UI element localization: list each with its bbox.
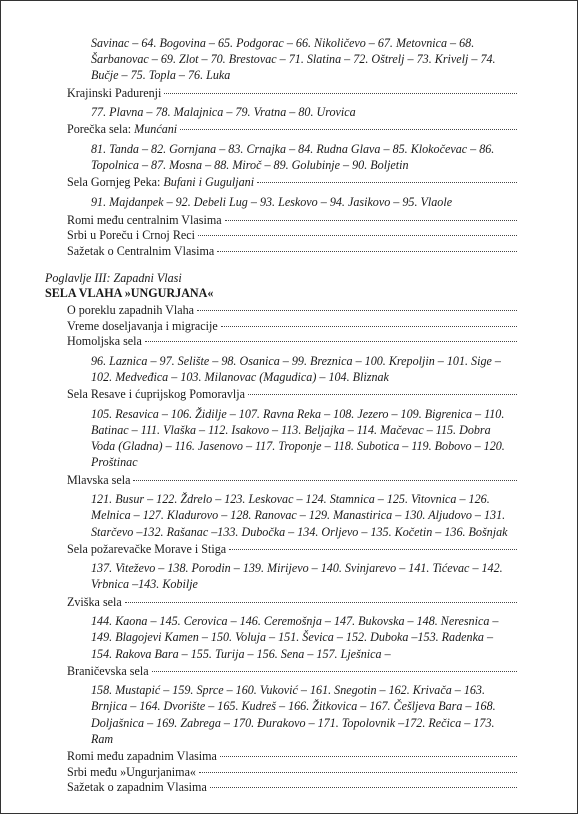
chapter-label: Poglavlje III: Zapadni Vlasi [45,271,182,286]
village-list: 91. Majdanpek – 92. Debeli Lug – 93. Leskovo – 94. Jasikovo – 95. Vlaole [91,194,453,209]
dot-leader [248,392,517,395]
chapter-title: SELA VLAHA »UNGURJANA« [45,286,214,301]
table-of-contents [45,35,517,796]
toc-entry [45,664,517,680]
toc-entry [45,749,517,765]
toc-entry [45,334,517,350]
toc-entry [45,228,517,244]
toc-entry-label: Srbi među »Ungurjanima« [67,764,196,779]
toc-entry-label: Zviška sela [67,594,122,609]
village-list: 121. Busur – 122. Ždrelo – 123. Leskovac – 124. Stamnica – 125. Vitovnica – 126. Melnica – 127. Kladurovo – 128. Ranovac – 129. Manastirica – 130. Aljudovo – 131. Starčevo –132. Rašanac –133. Dubočka – 134. Orljevo – 135. Kočetin – 136. Bošnjak [91,492,508,539]
dot-leader [145,339,517,342]
toc-entry [45,780,517,796]
dot-leader [125,600,517,603]
village-list: 144. Kaona – 145. Cerovica – 146. Ceremošnja – 147. Bukovska – 148. Neresnica – 149. Blagojevi Kamen – 150. Voluja – 151. Ševica – 152. Duboka –153. Radenka – 154. Rakova Bara – 155. Turija – 156. Sena – 157. Lješnica – [91,614,499,661]
toc-entry [45,473,517,489]
toc-entry-label: Krajinski Padurenji [67,85,162,100]
toc-entry [45,765,517,781]
toc-entry-label: Srbi u Poreču i Crnoj Reci [67,228,195,243]
village-list: 105. Resavica – 106. Židilje – 107. Ravna Reka – 108. Jezero – 109. Bigrenica – 110. Batinac – 111. Vlaška – 112. Isakovo – 113. Beljajka – 114. Mačevac – 115. Dobra Voda (Gladna) – 116. Jasenovo – 117. Troponje – 118. Subotica – 119. Bobovo – 120. Proštinac [91,406,505,470]
toc-entry [45,244,517,260]
dot-leader [210,785,517,788]
village-list: 158. Mustapić – 159. Sprce – 160. Vuković – 161. Snegotin – 162. Krivača – 163. Brnjica – 164. Dvorište – 165. Kudreš – 166. Žitkovica – 167. Češljeva Bara – 168. Doljašnica – 169. Zabrega – 170. Đurakovo – 171. Topolovnik –172. Rečica – 173. Ram [91,683,496,746]
dot-leader [164,91,517,94]
dot-leader [198,233,517,236]
dot-leader [229,547,517,550]
toc-entry-label: Sažetak o Centralnim Vlasima [67,243,215,258]
toc-entry [45,319,517,335]
toc-entry-label: Mlavska sela [67,472,131,487]
dot-leader [133,478,517,481]
toc-entry-label: Homoljska sela [67,334,142,349]
dot-leader [257,180,517,183]
toc-entry [45,542,517,558]
toc-entry-label: O poreklu zapadnih Vlaha [67,303,195,318]
dot-leader [220,754,517,757]
dot-leader [197,308,517,311]
toc-entry-label: Sela požarevačke Morave i Stiga [67,541,227,556]
village-list: 77. Plavna – 78. Malajnica – 79. Vratna – 80. Urovica [91,105,356,120]
dot-leader [221,324,517,327]
village-list: 81. Tanda – 82. Gornjana – 83. Crnajka – 84. Rudna Glava – 85. Klokočevac – 86. Topolnica – 87. Mosna – 88. Miroč – 89. Golubinje – 90. Boljetin [91,141,495,173]
village-list: 96. Laznica – 97. Selište – 98. Osanica – 99. Breznica – 100. Krepoljin – 101. Sige – 102. Medveđica – 103. Milanovac (Magudica) – 104. Bliznak [91,353,501,385]
toc-entry-label: Sela Gornjeg Peka: Bufani i Gugulјani [67,175,255,190]
toc-entry-label: Porečka sela: Munćani [67,122,178,137]
toc-entry-label: Romi među zapadnim Vlasima [67,749,217,764]
dot-leader [225,218,517,221]
village-list: Savinac – 64. Bogovina – 65. Podgorac – 66. Nikoličevo – 67. Metovnica – 68. Šarbanovac – 69. Zlot – 70. Brestovac – 71. Slatina – 72. Oštrelj – 73. Krivelj – 74. Bučje – 75. Topla – 76. Luka [91,36,496,83]
toc-entry [45,86,517,102]
toc-entry-label: Sela Resave i ćuprijskog Pomoravlja [67,387,246,402]
dot-leader [217,249,517,252]
village-list: 137. Viteževo – 138. Porodin – 139. Mirijevo – 140. Svinjarevo – 141. Tićevac – 142. Vrbnica –143. Kobilje [91,561,503,592]
toc-entry [45,303,517,319]
toc-entry [45,175,517,191]
toc-entry [45,213,517,229]
toc-entry [45,595,517,611]
toc-entry [45,122,517,138]
dot-leader [199,770,517,773]
toc-entry-label: Romi među centralnim Vlasima [67,212,222,227]
dot-leader [152,669,517,672]
toc-entry [45,387,517,403]
toc-entry-label: Vreme doseljavanja i migracije [67,318,218,333]
toc-entry-label: Braničevska sela [67,663,149,678]
toc-entry-label: Sažetak o zapadnim Vlasima [67,780,207,795]
dot-leader [180,127,517,130]
